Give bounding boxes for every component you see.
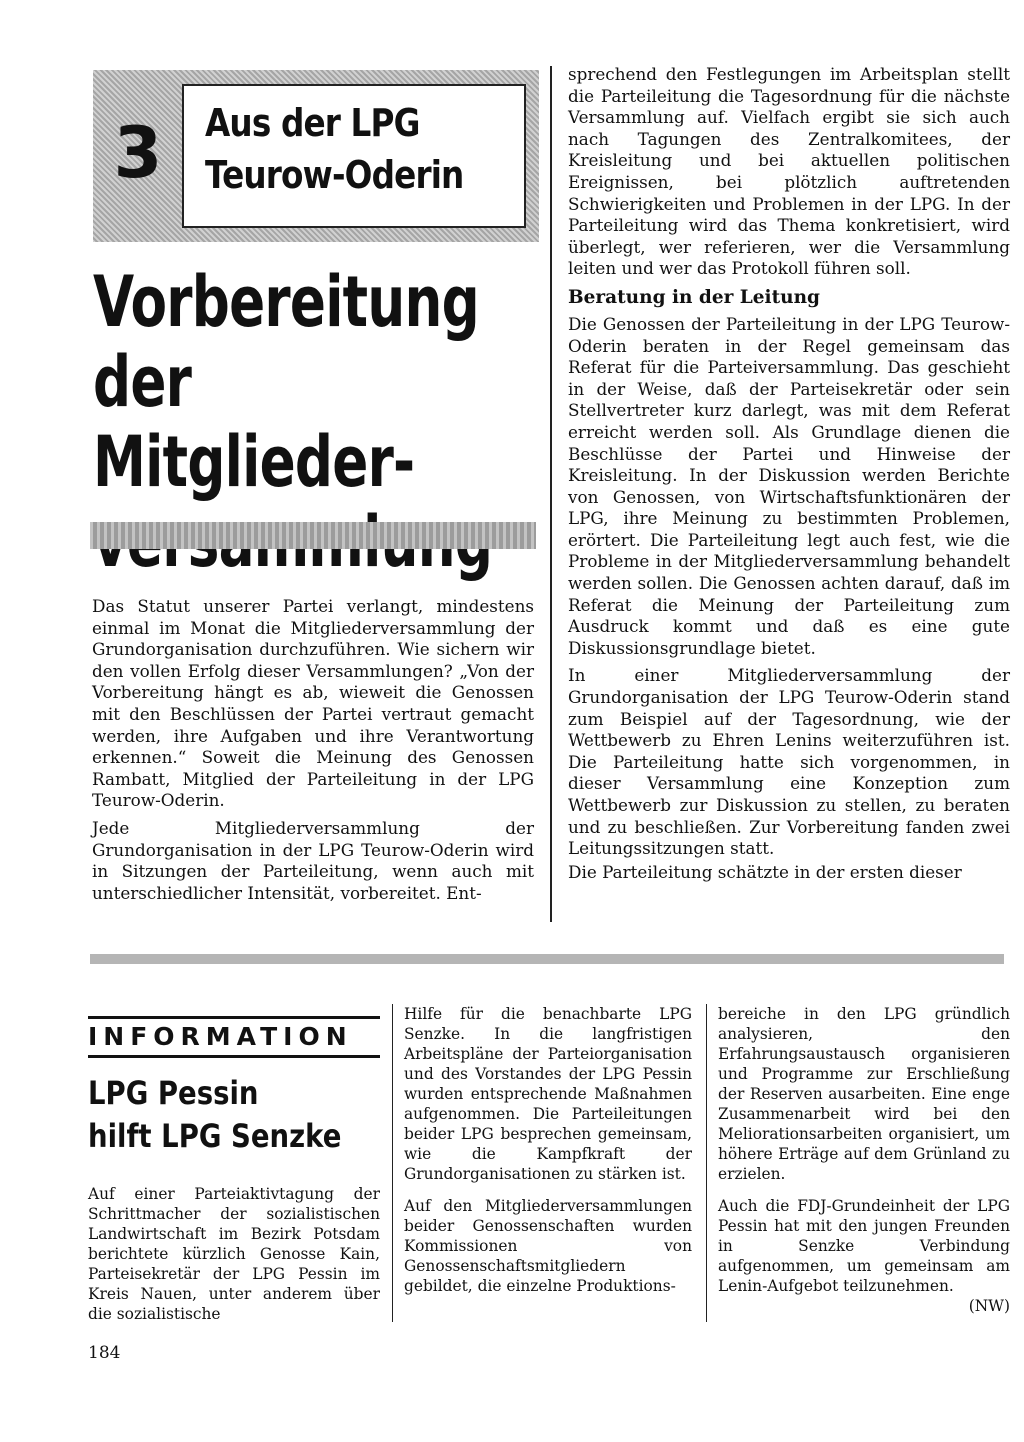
info-paragraph: bereiche in den LPG gründlich analysieren, den Erfahrungsaustausch organisieren und Programme zur Erschließung der Reserven ausarbeiten. Eine enge Zusammenarbeit wird bei den Meliorationsarbeiten organisiert, um höhere Erträge auf dem Grünland zu erzielen. — [718, 1005, 1010, 1183]
info-headline — [88, 1072, 372, 1158]
column-divider — [550, 66, 552, 922]
headline-line: Vorbereitung — [93, 261, 479, 343]
section-title-line: Aus der LPG — [205, 101, 420, 145]
section-number: 3 — [113, 112, 163, 194]
info-paragraph: Auf den Mitgliederversammlungen beider Genossenschaften wurden Kommissionen von Genossenschaftsmitgliedern gebildet, die einzelne Produktions- — [404, 1197, 692, 1295]
section-separator — [90, 954, 1004, 964]
info-headline-line: hilft LPG Senzke — [88, 1117, 342, 1155]
article-paragraph: Die Genossen der Parteileitung in der LPG Teurow-Oderin beraten in der Regel gemeinsam das Referat für die Parteiversammlung. Das geschieht in der Weise, daß der Parteisekretär oder sein Stellvertreter kurz darlegt, was mit dem Referat erreicht werden soll. Als Grundlage dienen die Beschlüsse der Partei und Hinweise der Kreisleitung. In der Diskussion werden Berichte von Genossen, von Wirtschaftsfunktionären der LPG, ihre Meinung zu bestimmten Problemen, erörtert. Die Parteileitung legt auch fest, wie die Probleme in der Mitgliederversammlung behandelt werden sollen. Die Genossen achten darauf, daß im Referat die Meinung der Parteileitung zum Ausdruck kommt und daß es eine gute Diskussionsgrundlage bietet. — [568, 313, 1010, 658]
page-number: 184 — [88, 1343, 121, 1363]
headline-line: der Mitglieder- — [93, 341, 415, 503]
info-paragraph: Auch die FDJ-Grundeinheit der LPG Pessin hat mit den jungen Freunden in Senzke Verbindung aufgenommen, um gemeinsam am Lenin-Aufgebot teilzunehmen. — [718, 1197, 1010, 1295]
info-paragraph: Hilfe für die benachbarte LPG Senzke. In die langfristigen Arbeitspläne der Parteiorganisation und des Vorstandes der LPG Pessin wurden entsprechende Maßnahmen aufgenommen. Die Parteileitungen beider LPG besprechen gemeinsam, wie die Kampfkraft der Grundorganisationen zu stärken ist. — [404, 1005, 692, 1183]
article-paragraph: Die Parteileitung schätzte in der ersten dieser — [568, 861, 962, 882]
article-subhead: Beratung in der Leitung — [568, 286, 820, 308]
info-column-1 — [88, 1184, 380, 1324]
info-headline-line: LPG Pessin — [88, 1074, 259, 1112]
info-signoff: (NW) — [968, 1297, 1010, 1315]
decorative-band — [90, 522, 536, 549]
section-title — [205, 97, 472, 201]
info-column-2 — [404, 1004, 692, 1296]
section-title-line: Teurow-Oderin — [205, 153, 464, 197]
article-column-2 — [568, 64, 1010, 883]
article-paragraph: Jede Mitgliederversammlung der Grundorganisation in der LPG Teurow-Oderin wird in Sitzungen der Parteileitung, wenn auch mit unterschiedlicher Intensität, vorbereitet. Ent- — [92, 817, 534, 903]
article-paragraph: Das Statut unserer Partei verlangt, mindestens einmal im Monat die Mitgliederversammlung der Grundorganisation durchzuführen. Wie sichern wir den vollen Erfolg dieser Versammlungen? „Von der Vorbereitung hängt es ab, wieweit die Genossen mit den Beschlüssen der Partei vertraut gemacht werden, ihre Aufgaben und ihre Verantwortung erkennen.“ Soweit die Meinung des Genossen Rambatt, Mitglied der Parteileitung in der LPG Teurow-Oderin. — [92, 596, 534, 811]
article-column-1 — [92, 596, 534, 904]
article-paragraph: sprechend den Festlegungen im Arbeitsplan stellt die Parteileitung die Tagesordnung für die nächste Versammlung auf. Vielfach ergibt sie sich auch nach Tagungen des Zentralkomitees, der Kreisleitung und bei aktuellen politischen Ereignissen, bei plötzlich auftretenden Schwierigkeiten und Problemen in der LPG. In der Parteileitung wird das Thema konkretisiert, wird überlegt, wer referieren, wer die Versammlung leiten und wer das Protokoll führen soll. — [568, 64, 1010, 279]
info-paragraph: Auf einer Parteiaktivtagung der Schrittmacher der sozialistischen Landwirtschaft im Bezirk Potsdam berichtete kürzlich Genosse Kain, Parteisekretär der LPG Pessin im Kreis Nauen, unter anderem über die sozialistische — [88, 1185, 380, 1323]
article-paragraph: In einer Mitgliederversammlung der Grundorganisation der LPG Teurow-Oderin stand zum Beispiel auf der Tagesordnung, wie der Wettbewerb zu Ehren Lenins weiterzuführen ist. Die Parteileitung hatte sich vorgenommen, in dieser Versammlung eine Konzeption zum Wettbewerb zur Diskussion zu stellen, zu beraten und zu beschließen. Zur Vorbereitung fanden zwei Leitungssitzungen statt. — [568, 665, 1010, 859]
info-label: INFORMATION — [88, 1016, 380, 1058]
info-column-3 — [718, 1004, 1010, 1316]
column-divider — [392, 1004, 393, 1322]
column-divider — [706, 1004, 707, 1322]
